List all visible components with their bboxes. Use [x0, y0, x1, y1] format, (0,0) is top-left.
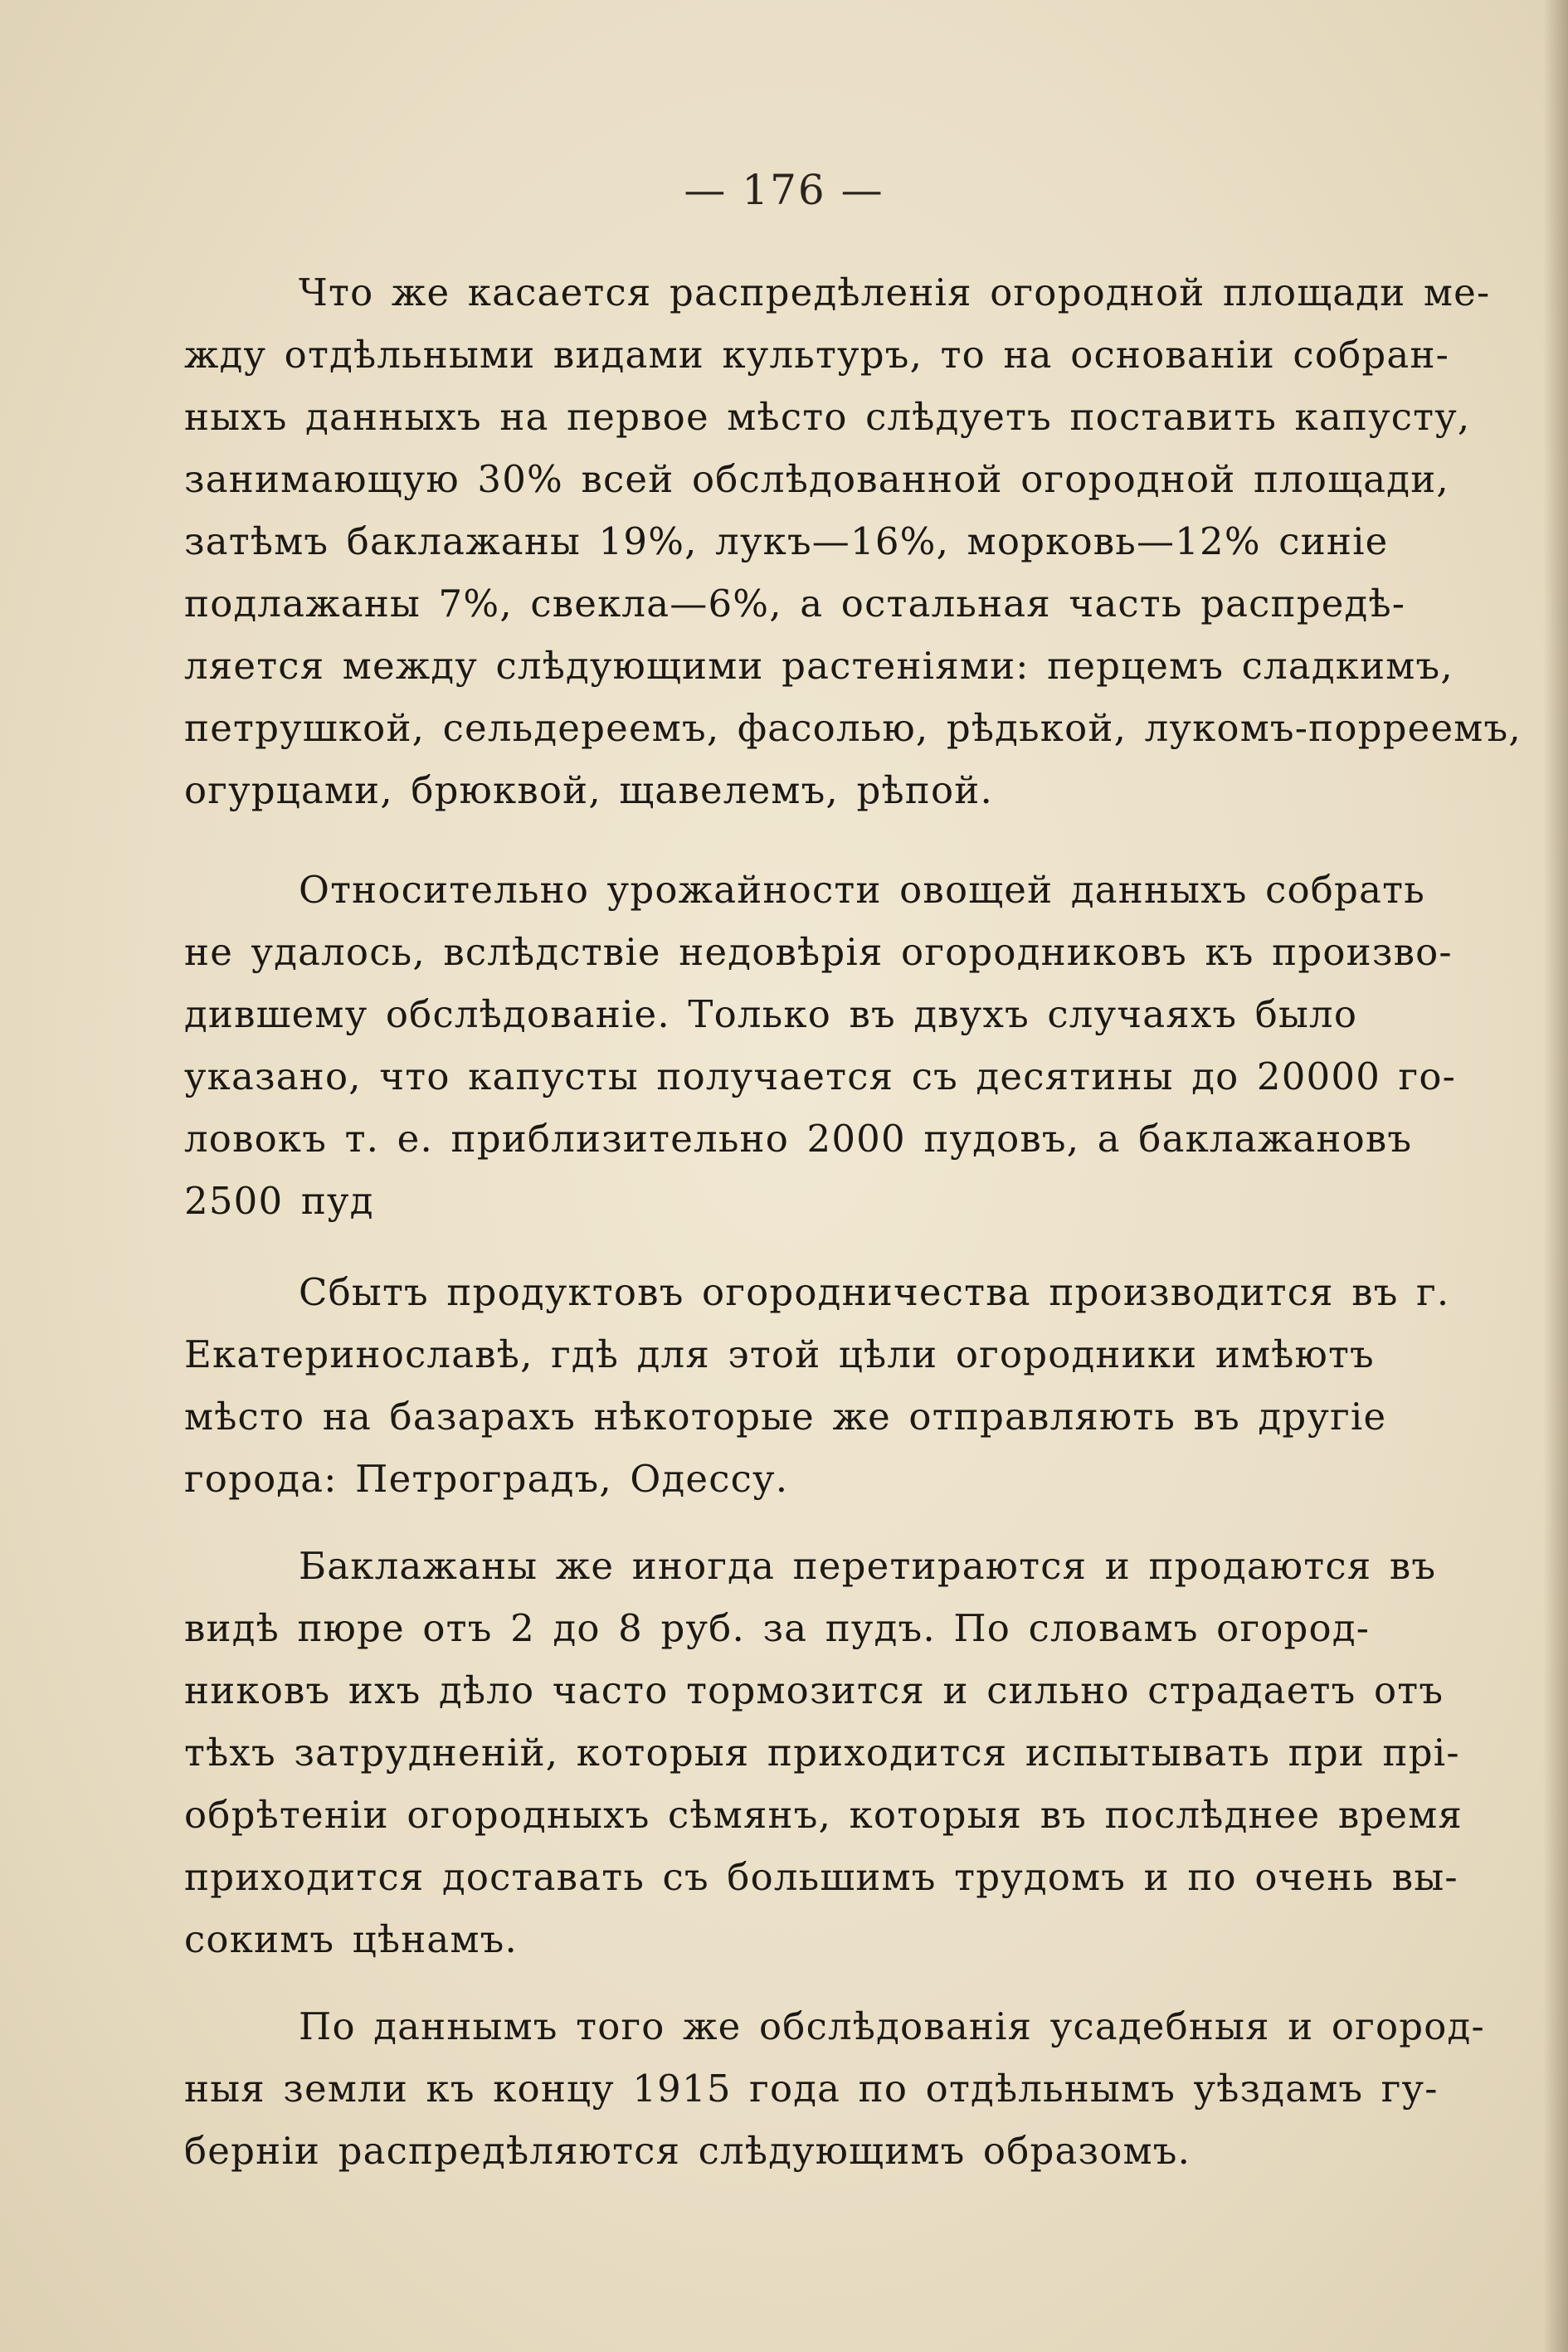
page-edge-shadow	[1543, 0, 1568, 2352]
text-line: 2500 пуд	[184, 1179, 374, 1223]
text-line: тѣхъ затрудненій, которыя приходится испытывать при прі-	[184, 1731, 1460, 1775]
text-line: Екатеринославѣ, гдѣ для этой цѣли огородники имѣютъ	[184, 1332, 1375, 1376]
paragraph-body	[184, 859, 1566, 1232]
page-number: — 176 —	[684, 166, 884, 214]
text-line: дившему обслѣдованіе. Только въ двухъ случаяхъ было	[184, 992, 1358, 1036]
paragraph-yield	[184, 859, 1566, 1232]
text-line: петрушкой, сельдереемъ, фасолью, рѣдькой, лукомъ-порреемъ,	[184, 706, 1522, 750]
paragraph-body	[184, 1261, 1566, 1510]
paragraph-land-distribution	[184, 1995, 1566, 2182]
text-line: Баклажаны же иногда перетираются и продаются въ	[299, 1544, 1437, 1588]
text-line: ныя земли къ концу 1915 года по отдѣльнымъ уѣздамъ гу-	[184, 2067, 1439, 2111]
text-line: подлажаны 7%, свекла—6%, а остальная часть распредѣ-	[184, 582, 1406, 626]
paragraph-eggplant-puree	[184, 1535, 1566, 1970]
text-line: видѣ пюре отъ 2 до 8 руб. за пудъ. По словамъ огород-	[184, 1606, 1371, 1650]
text-line: занимающую 30% всей обслѣдованной огородной площади,	[184, 457, 1449, 501]
text-line: города: Петроградъ, Одессу.	[184, 1457, 789, 1501]
paragraph-body	[184, 261, 1566, 821]
text-line: затѣмъ баклажаны 19%, лукъ—16%, морковь—12% синіе	[184, 519, 1389, 563]
text-line: Что же касается распредѣленія огородной площади ме-	[299, 270, 1491, 314]
text-line: берніи распредѣляются слѣдующимъ образомъ.	[184, 2129, 1191, 2173]
text-line: ныхъ данныхъ на первое мѣсто слѣдуетъ поставить капусту,	[184, 395, 1471, 439]
text-line: ловокъ т. е. приблизительно 2000 пудовъ, а баклажановъ	[184, 1117, 1413, 1161]
text-line: жду отдѣльными видами культуръ, то на основаніи собран-	[184, 333, 1450, 377]
text-line: указано, что капусты получается съ десятины до 20000 го-	[184, 1054, 1457, 1098]
text-line: никовъ ихъ дѣло часто тормозится и сильно страдаетъ отъ	[184, 1668, 1444, 1712]
text-line: По даннымъ того же обслѣдованія усадебныя и огород-	[299, 2004, 1485, 2048]
text-line: обрѣтеніи огородныхъ сѣмянъ, которыя въ послѣднее время	[184, 1793, 1463, 1837]
paragraph-body	[184, 1535, 1566, 1970]
text-line: приходится доставать съ большимъ трудомъ и по очень вы-	[184, 1855, 1458, 1899]
text-line: огурцами, брюквой, щавелемъ, рѣпой.	[184, 768, 993, 812]
text-line: ляется между слѣдующими растеніями: перцемъ сладкимъ,	[184, 644, 1454, 688]
paragraph-vegetable-distribution	[184, 261, 1566, 821]
text-line: не удалось, вслѣдствіе недовѣрія огородниковъ къ произво-	[184, 930, 1453, 974]
text-line: Сбытъ продуктовъ огородничества производится въ г.	[299, 1270, 1450, 1314]
text-line: Относительно урожайности овощей данныхъ собрать	[299, 868, 1425, 912]
text-line: сокимъ цѣнамъ.	[184, 1917, 518, 1961]
paragraph-sales	[184, 1261, 1566, 1510]
text-line: мѣсто на базарахъ нѣкоторые же отправляють въ другіе	[184, 1395, 1387, 1439]
paragraph-body	[184, 1995, 1566, 2182]
